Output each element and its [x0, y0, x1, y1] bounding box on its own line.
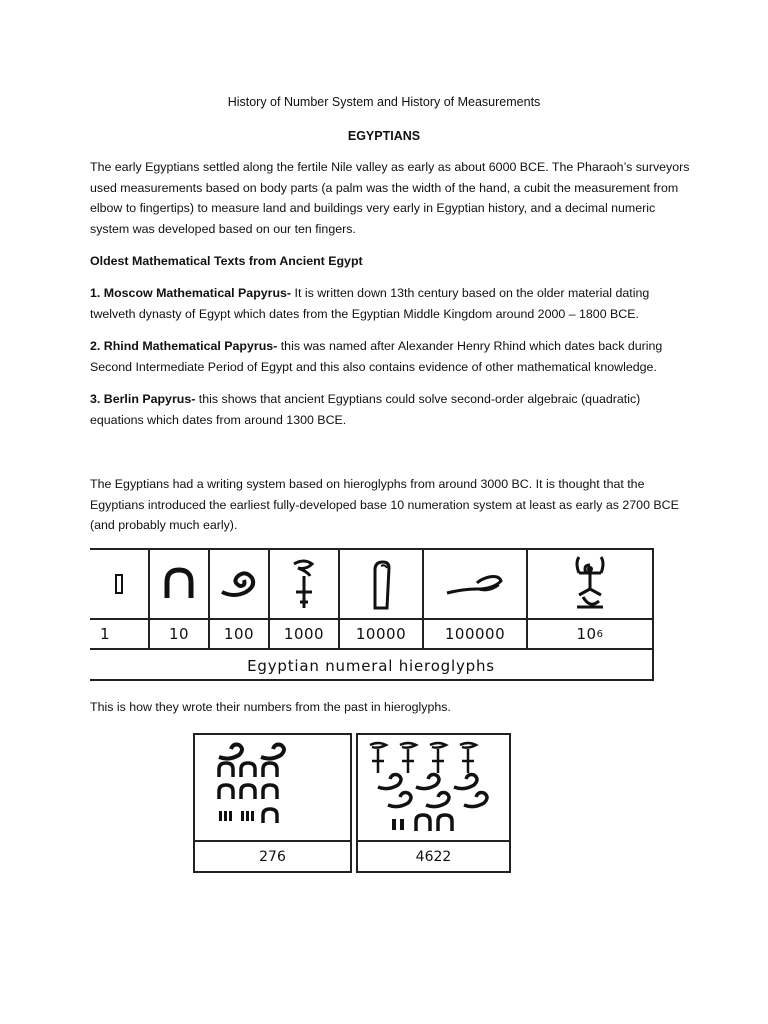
- example-276-label: 276: [259, 848, 286, 865]
- finger-glyph-icon: [338, 550, 422, 618]
- document-title: History of Number System and History of Measurements: [227, 95, 541, 109]
- value-10: 10: [148, 620, 208, 648]
- value-row: [90, 620, 652, 650]
- item-title: 1. Moscow Mathematical Papyrus-: [90, 286, 292, 300]
- lotus-glyph-icon: [268, 550, 338, 618]
- example-4622-label: 4622: [415, 848, 452, 865]
- stroke-glyph-icon: [90, 550, 148, 618]
- tadpole-glyph-icon: [422, 550, 526, 618]
- section-heading: EGYPTIANS: [347, 129, 421, 143]
- item-title: 2. Rhind Mathematical Papyrus-: [90, 339, 278, 353]
- coil-rope-glyph-icon: [208, 550, 268, 618]
- examples-intro: This is how they wrote their numbers from the past in hieroglyphs.: [90, 700, 451, 714]
- value-100: 100: [208, 620, 268, 648]
- value-10000: 10000: [338, 620, 422, 648]
- million-base: 10: [576, 625, 597, 643]
- list-item-rhind: [90, 336, 690, 377]
- table-caption: Egyptian numeral hieroglyphs: [247, 656, 495, 675]
- value-1: 1: [100, 625, 111, 643]
- example-276-box: [193, 733, 352, 873]
- example-4622-box: [356, 733, 511, 873]
- oldest-texts-heading: Oldest Mathematical Texts from Ancient Egypt: [90, 254, 363, 268]
- example-276-glyphs: [195, 735, 350, 842]
- item-text: this shows that ancient Egyptians could solve second-order algebraic (quadratic) equations which dates from around 1300 BCE.: [90, 392, 641, 427]
- example-4622-glyphs: [358, 735, 509, 842]
- value-100000: 100000: [422, 620, 526, 648]
- intro-paragraph: The early Egyptians settled along the fertile Nile valley as early as about 6000 BCE. The Pharaoh’s surveyors used measurements based on body parts (a palm was the width of the hand, a cubit the measurement from elbow to fingertips) to measure land and buildings very early in Egyptian history, and a decimal numeric system was developed based on our ten fingers.: [90, 160, 690, 236]
- item-text: It is written down 13th century based on the older material dating twelveth dynasty of Egypt which dates from the Egyptian Middle Kingdom around 2000 – 1800 BCE.: [90, 286, 650, 321]
- value-1000: 1000: [268, 620, 338, 648]
- numeral-hieroglyph-table: [90, 548, 654, 681]
- heel-bone-glyph-icon: [148, 550, 208, 618]
- heh-god-glyph-icon: [526, 550, 652, 618]
- item-title: 3. Berlin Papyrus-: [90, 392, 196, 406]
- item-text: this was named after Alexander Henry Rhind which dates back during Second Intermediate Period of Egypt and this also contains evidence of other mathematical knowledge.: [90, 339, 663, 374]
- list-item-moscow: [90, 283, 690, 324]
- million-exponent: 6: [596, 628, 604, 640]
- list-item-berlin: [90, 389, 690, 430]
- value-million: [526, 620, 652, 648]
- glyph-row: [90, 550, 652, 620]
- hieroglyph-paragraph: The Egyptians had a writing system based on hieroglyphs from around 3000 BC. It is thought that the Egyptians introduced the earliest fully-developed base 10 numeration system at least as early as 2700 BCE (and probably much early).: [90, 477, 679, 532]
